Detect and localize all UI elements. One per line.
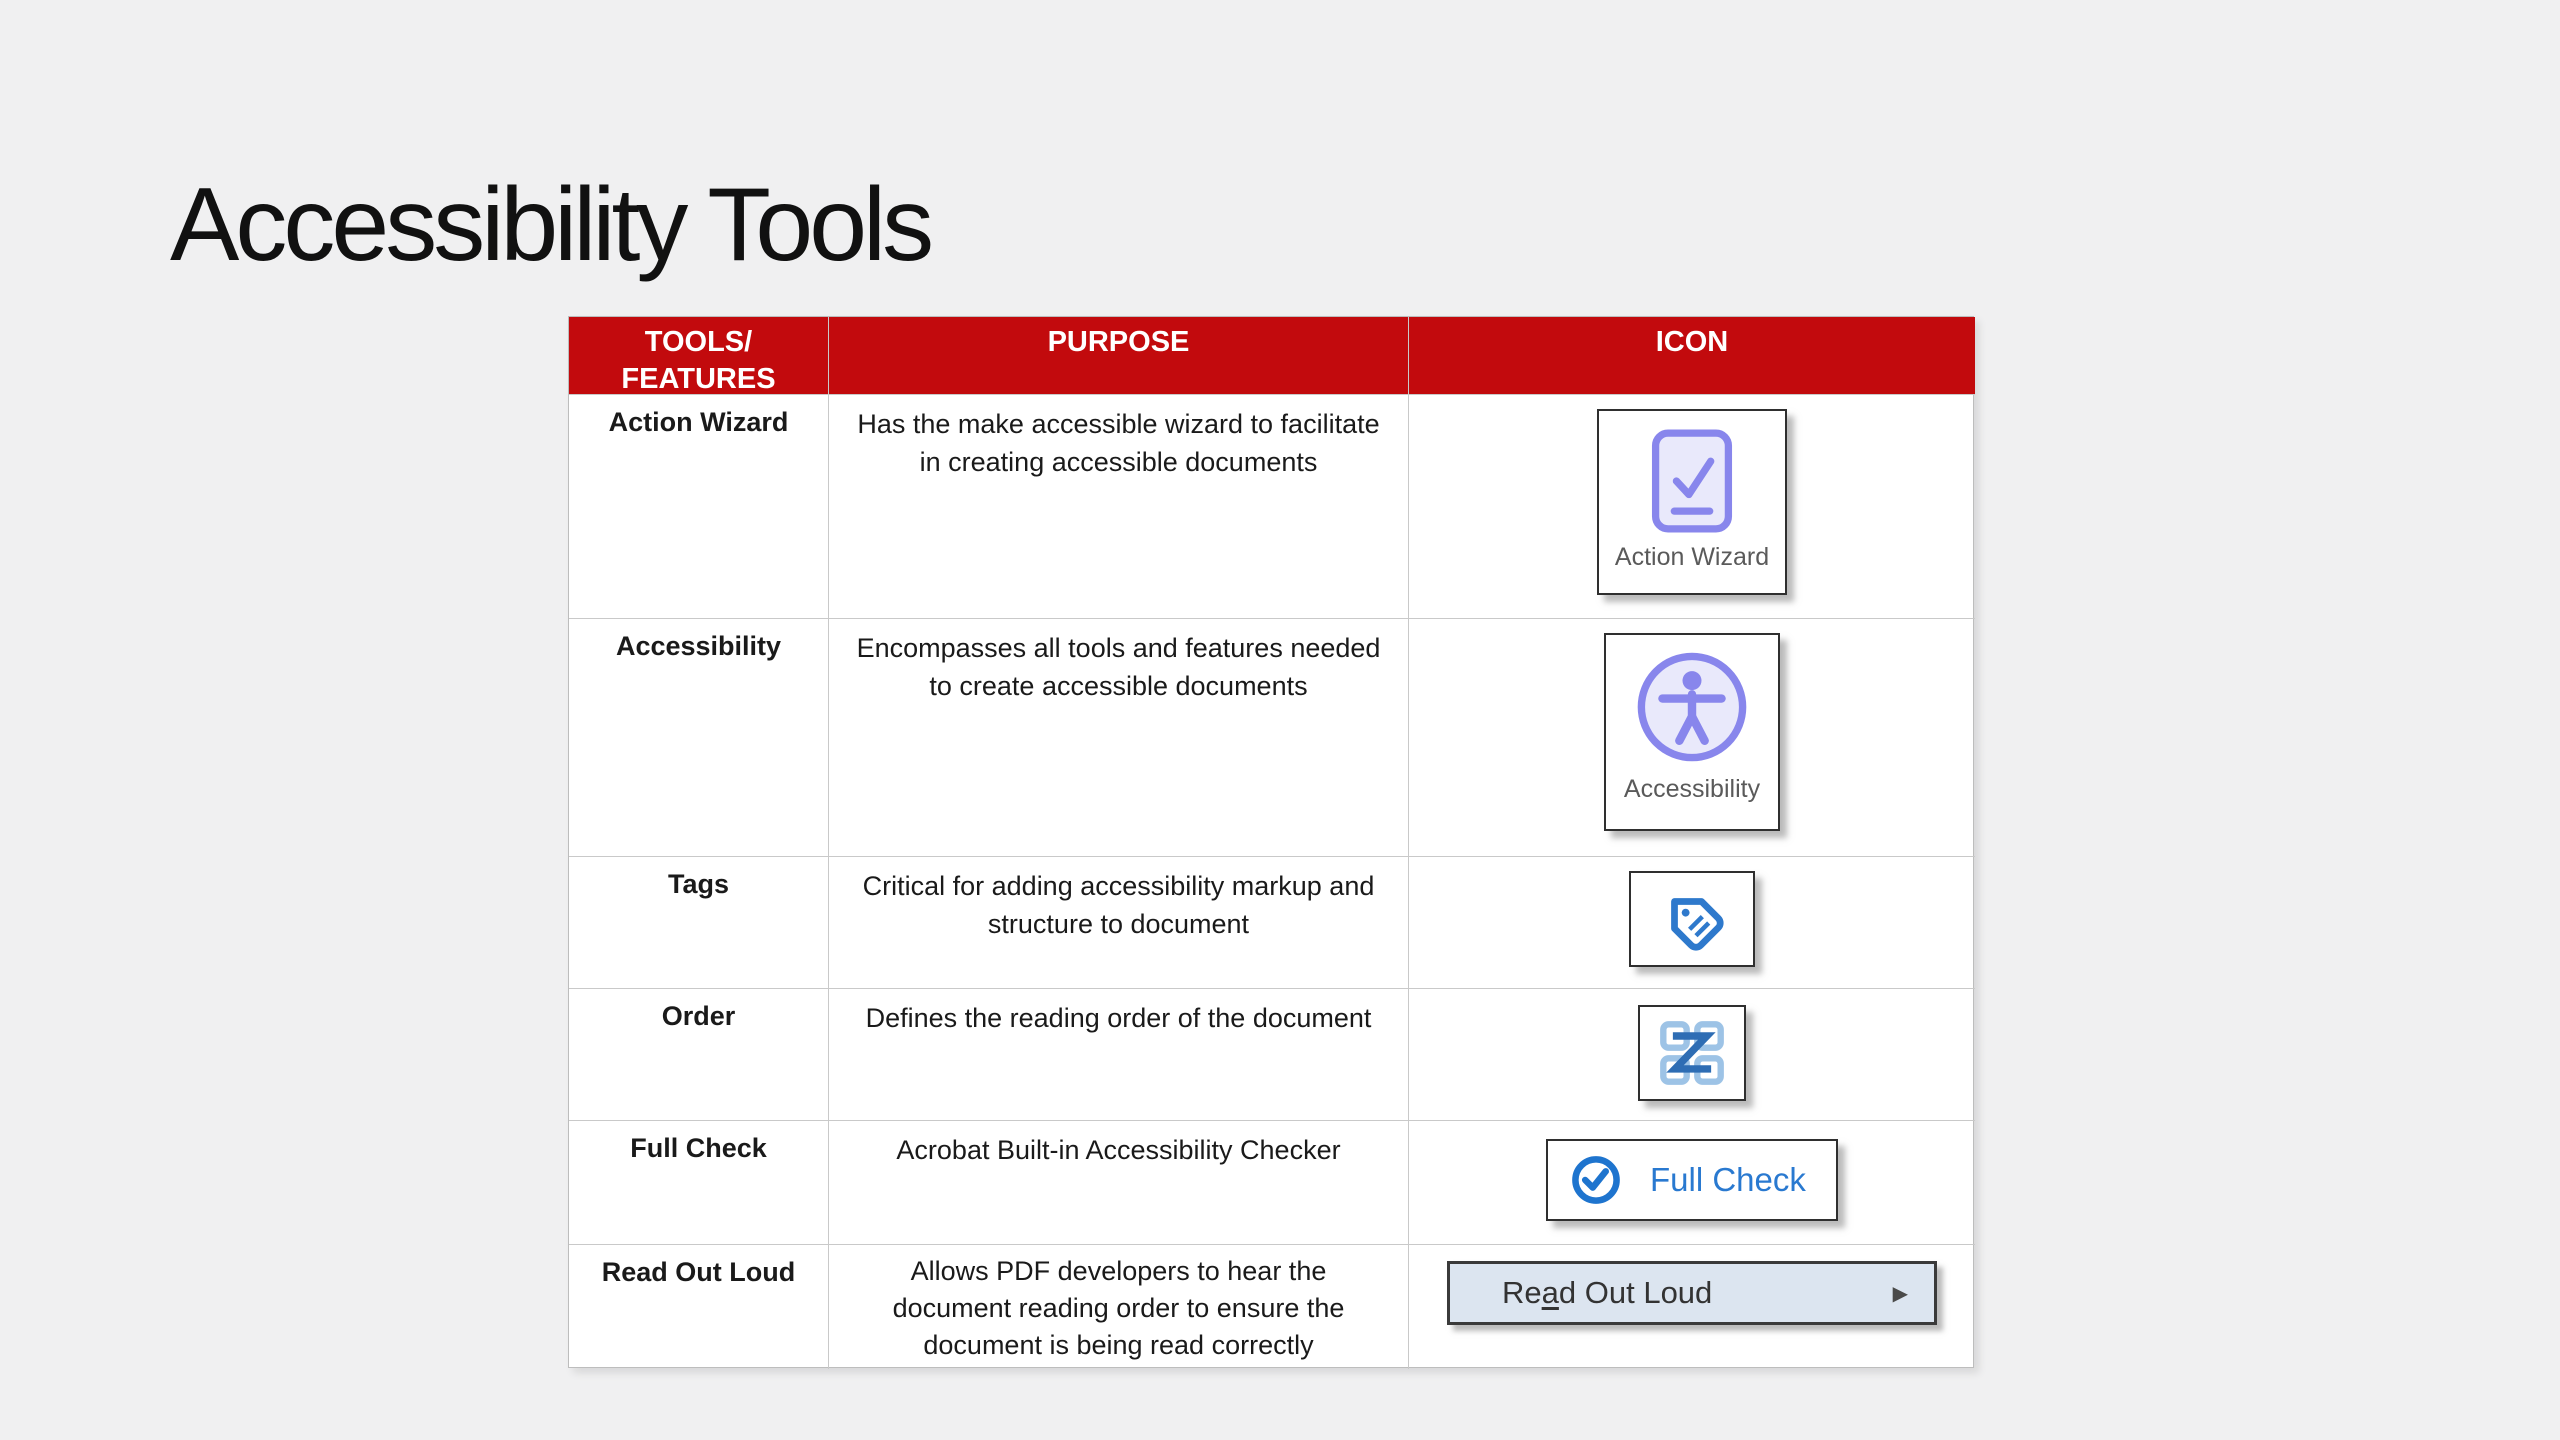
action-wizard-button-image <box>1597 409 1787 595</box>
purpose-accessibility: Encompasses all tools and features needed to create accessible documents <box>829 619 1409 857</box>
purpose-tags: Critical for adding accessibility markup and structure to document <box>829 857 1409 989</box>
action-wizard-button-label: Action Wizard <box>1614 543 1770 571</box>
tool-name-order: Order <box>569 989 829 1121</box>
purpose-action-wizard: Has the make accessible wizard to facilitate in creating accessible documents <box>829 395 1409 619</box>
page-title: Accessibility Tools <box>170 166 931 283</box>
reading-order-icon <box>1658 1019 1726 1087</box>
icon-cell-order <box>1409 989 1975 1121</box>
accessibility-button-label: Accessibility <box>1623 775 1761 803</box>
full-check-button-label: Full Check <box>1650 1161 1806 1198</box>
column-header-icon: ICON <box>1409 317 1975 395</box>
header-line-1: TOOLS/ <box>644 326 753 358</box>
full-check-button-image <box>1546 1139 1838 1221</box>
tags-button-image <box>1629 871 1755 967</box>
purpose-order: Defines the reading order of the document <box>829 989 1409 1121</box>
purpose-full-check: Acrobat Built-in Accessibility Checker <box>829 1121 1409 1245</box>
read-out-loud-menu-label: Read Out Loud <box>1502 1275 1713 1310</box>
icon-cell-tags <box>1409 857 1975 989</box>
icon-cell-read-out-loud <box>1409 1245 1975 1369</box>
purpose-read-out-loud: Allows PDF developers to hear the document reading order to ensure the document is being read correctly <box>829 1245 1409 1369</box>
column-header-tools-features <box>569 317 829 395</box>
icon-cell-action-wizard <box>1409 395 1975 619</box>
icon-cell-accessibility <box>1409 619 1975 857</box>
tag-icon <box>1656 883 1728 955</box>
accessibility-button-image <box>1604 633 1780 831</box>
circle-check-icon <box>1570 1154 1622 1206</box>
read-out-loud-menu-item-image <box>1447 1261 1937 1325</box>
accessibility-tools-table <box>568 316 1974 1368</box>
order-button-image <box>1638 1005 1746 1101</box>
column-header-purpose: PURPOSE <box>829 317 1409 395</box>
tool-name-read-out-loud: Read Out Loud <box>569 1245 829 1369</box>
tool-name-full-check: Full Check <box>569 1121 829 1245</box>
icon-cell-full-check <box>1409 1121 1975 1245</box>
tool-name-accessibility: Accessibility <box>569 619 829 857</box>
tool-name-action-wizard: Action Wizard <box>569 395 829 619</box>
action-wizard-icon <box>1649 429 1735 533</box>
submenu-arrow-icon: ▶ <box>1892 1282 1908 1305</box>
header-line-2: FEATURES <box>621 363 776 395</box>
tool-name-tags: Tags <box>569 857 829 989</box>
accessibility-person-icon <box>1634 649 1750 765</box>
